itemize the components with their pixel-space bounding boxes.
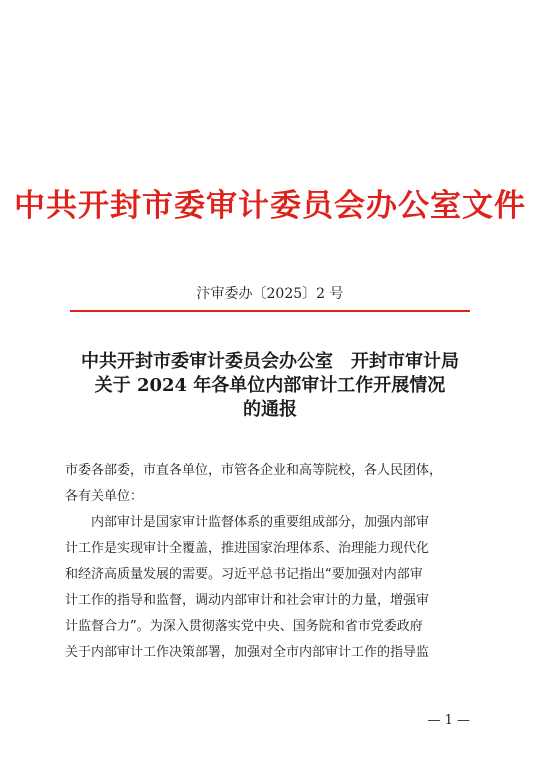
body-paragraph-line: 内部审计是国家审计监督体系的重要组成部分，加强内部审 [91,515,430,530]
body-paragraph-line: 计监督合力”。为深入贯彻落实党中央、国务院和省市党委政府 [65,619,423,634]
body-paragraph-line: 关于内部审计工作决策部署，加强对全市内部审计工作的指导监 [65,645,430,660]
red-header-title: 中共开封市委审计委员会办公室文件 [14,188,526,224]
page-number: — 1 — [427,713,470,728]
body-paragraph-line: 计工作的指导和监督，调动内部审计和社会审计的力量，增强审 [65,593,430,608]
document-title-line: 的通报 [243,399,297,420]
document-body [65,458,485,666]
body-paragraph-line: 计工作是实现审计全覆盖，推进国家治理体系、治理能力现代化 [65,541,430,556]
document-title-line: 关于 2024 年各单位内部审计工作开展情况 [94,375,446,396]
document-title [40,350,500,422]
salutation-line: 市委各部委，市直各单位，市管各企业和高等院校，各人民团体， [65,463,443,478]
body-paragraph-line: 和经济高质量发展的需要。习近平总书记指出“要加强对内部审 [65,567,423,582]
document-title-line: 中共开封市委审计委员会办公室 开封市审计局 [81,351,459,372]
salutation-line: 各有关单位： [65,489,144,504]
document-number: 汴审委办〔2025〕2 号 [196,286,344,302]
red-divider-rule [70,310,470,312]
